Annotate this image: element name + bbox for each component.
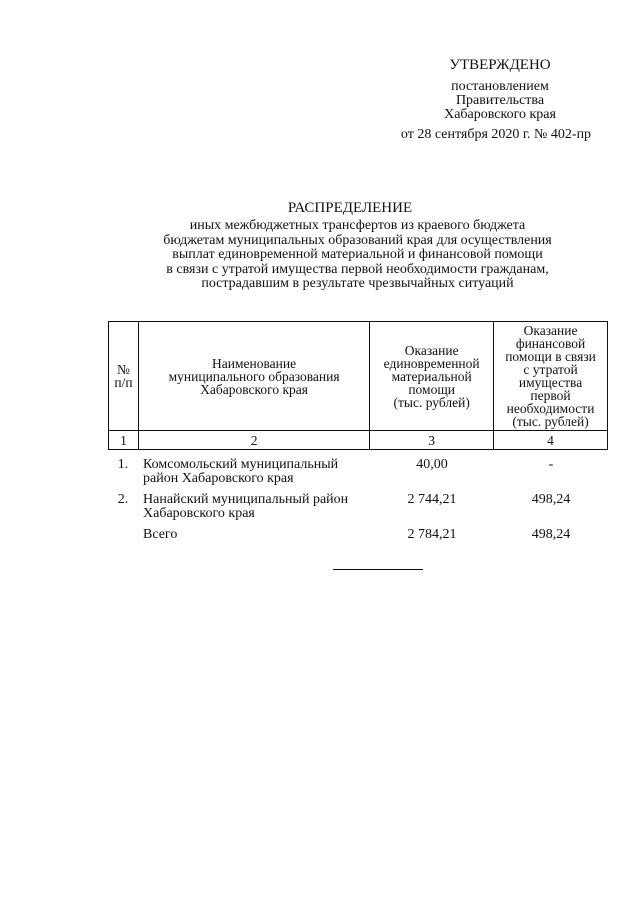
row-number: 2. — [117, 492, 129, 507]
subtitle-line: выплат единовременной материальной и финансовой помощи — [172, 247, 543, 262]
approval-line: Правительства — [455, 93, 545, 108]
header-material-aid: Оказание единовременной материальной помощи (тыс. рублей) — [370, 322, 494, 431]
subtitle-line: пострадавшим в результате чрезвычайных ситуаций — [201, 276, 514, 291]
distribution-table-body — [108, 458, 608, 549]
approval-line: постановлением — [451, 79, 549, 94]
row-material-aid: 40,00 — [416, 457, 448, 472]
row-municipality: Комсомольский муниципальный район Хабаровского края — [143, 457, 339, 486]
approval-heading: УТВЕРЖДЕНО — [449, 57, 551, 73]
row-financial-aid: 498,24 — [531, 492, 571, 507]
row-financial-aid: - — [548, 457, 554, 472]
row-material-aid: 2 784,21 — [407, 527, 457, 542]
table-row — [108, 493, 608, 521]
table-row — [108, 458, 608, 486]
header-municipality: Наименование муниципального образования Хабаровского края — [138, 322, 369, 431]
header-number: № п/п — [109, 322, 139, 431]
header-financial-aid: Оказание финансовой помощи в связи с утратой имущества первой необходимости (тыс. рублей) — [494, 322, 608, 431]
approval-date-number: от 28 сентября 2020 г. № 402-пр — [400, 127, 592, 142]
approval-line: Хабаровского края — [444, 107, 556, 122]
row-municipality: Всего — [143, 527, 178, 542]
column-number: 1 — [109, 431, 139, 450]
table-row-total — [108, 528, 608, 542]
row-material-aid: 2 744,21 — [407, 492, 457, 507]
document-title: РАСПРЕДЕЛЕНИЕ — [287, 200, 413, 216]
column-number: 3 — [370, 431, 494, 450]
distribution-table-header — [108, 321, 608, 450]
row-number: 1. — [117, 457, 129, 472]
row-financial-aid: 498,24 — [531, 527, 571, 542]
subtitle-line: в связи с утратой имущества первой необходимости гражданам, — [166, 261, 549, 277]
subtitle-line: бюджетам муниципальных образований края для осуществления — [163, 232, 552, 248]
approval-block — [390, 58, 610, 142]
column-number: 4 — [494, 431, 608, 450]
subtitle-line: иных межбюджетных трансфертов из краевого бюджета — [189, 218, 526, 233]
column-number: 2 — [138, 431, 369, 450]
end-divider — [333, 569, 423, 570]
document-subtitle — [100, 219, 615, 292]
row-municipality: Нанайский муниципальный район Хабаровского края — [143, 492, 349, 521]
